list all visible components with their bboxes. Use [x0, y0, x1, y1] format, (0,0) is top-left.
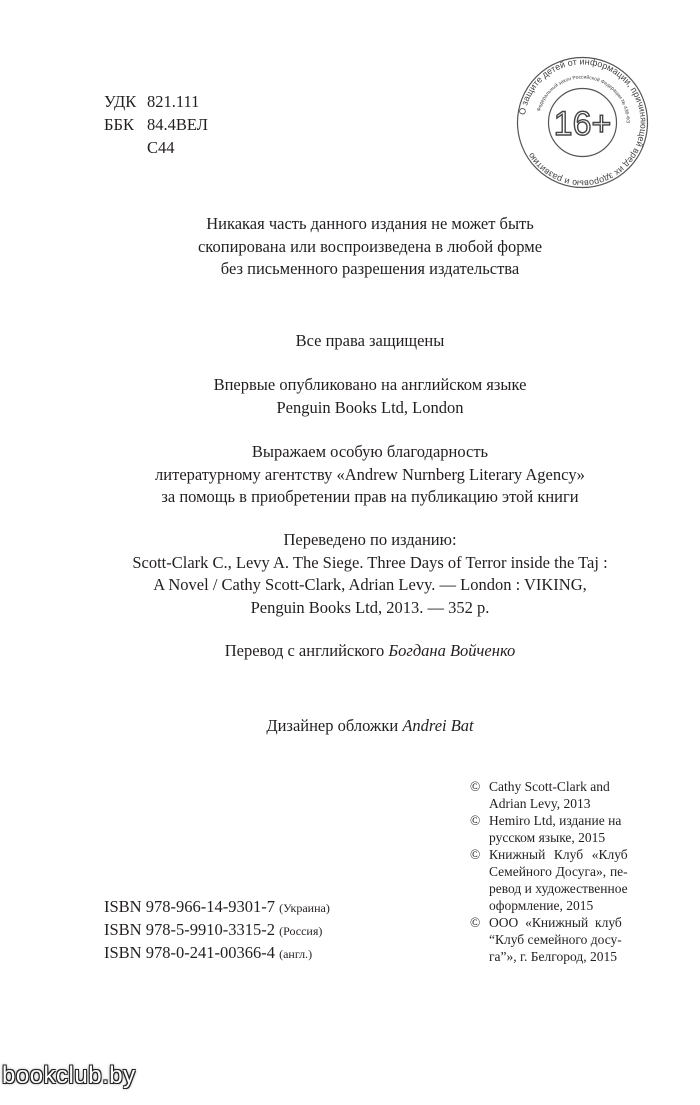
edition-line: A Novel / Cathy Scott-Clark, Adrian Levy. — London : VIKING, [153, 575, 587, 594]
copyright-block [470, 778, 650, 965]
author-mark: С44 [147, 138, 175, 157]
copyright-line: Книжный Клуб «Клуб [489, 847, 628, 862]
copyright-line: га”», г. Белгород, 2015 [489, 949, 617, 964]
copyright-line: Adrian Levy, 2013 [489, 796, 591, 811]
first-published [60, 374, 680, 419]
translator-credit [60, 640, 680, 663]
copyright-item [470, 914, 650, 965]
isbn-number: ISBN 978-966-14-9301-7 [104, 897, 275, 916]
copyright-line: ООО «Книжный клуб [489, 915, 622, 930]
copyright-item [470, 778, 650, 812]
thanks-line: Выражаем особую благодарность [251, 442, 489, 461]
designer-name: Andrei Bat [402, 716, 474, 735]
copyright-line: Hemiro Ltd, издание на [489, 813, 622, 828]
copyright-symbol: © [470, 813, 481, 828]
copyright-item [470, 812, 650, 846]
thanks-line: за помощь в приобретении прав на публикацию этой книги [161, 487, 579, 506]
isbn-number: ISBN 978-0-241-00366-4 [104, 943, 275, 962]
copyright-line: русском языке, 2015 [489, 830, 606, 845]
copyright-line: Cathy Scott-Clark and [489, 779, 610, 794]
translator-name: Богдана Войченко [388, 641, 516, 660]
first-published-line: Впервые опубликовано на английском языке [213, 375, 527, 394]
notice-line: Никакая часть данного издания не может быть [206, 214, 534, 233]
isbn-row [104, 919, 330, 942]
original-edition [60, 529, 680, 619]
copyright-symbol: © [470, 847, 481, 862]
udk-label: УДК [104, 92, 137, 111]
notice-line: без письменного разрешения издательства [220, 259, 520, 278]
copyright-line: “Клуб семейного досу- [489, 932, 622, 947]
designer-label: Дизайнер обложки [266, 716, 399, 735]
cover-designer-credit [60, 715, 680, 738]
translator-label: Перевод с английского [224, 641, 385, 660]
reproduction-notice [60, 213, 680, 281]
age-rating-badge [515, 55, 650, 190]
isbn-country: (англ.) [279, 947, 313, 961]
acknowledgement [60, 441, 680, 509]
thanks-line: литературному агентству «Andrew Nurnberg Literary Agency» [155, 464, 585, 484]
edition-line: Scott-Clark C., Levy A. The Siege. Three Days of Terror inside the Taj : [132, 552, 608, 572]
badge-rating: 16+ [553, 105, 612, 143]
bbk-label: ББК [104, 115, 134, 134]
isbn-country: (Украина) [279, 901, 330, 915]
udk-value: 821.111 [147, 92, 200, 111]
copyright-item [470, 846, 650, 914]
rights-line: Все права защищены [295, 331, 445, 350]
copyright-line: оформление, 2015 [489, 898, 594, 913]
isbn-row [104, 896, 330, 919]
udk-row [104, 90, 208, 113]
classification-codes [104, 90, 208, 159]
isbn-number: ISBN 978-5-9910-3315-2 [104, 920, 275, 939]
isbn-list [104, 896, 330, 965]
copyright-symbol: © [470, 915, 481, 930]
isbn-row [104, 942, 330, 965]
rights-statement [60, 330, 680, 353]
site-watermark: bookclub.by [2, 1062, 136, 1089]
copyright-line: ревод и художественное [489, 881, 628, 896]
notice-line: скопирована или воспроизведена в любой форме [197, 236, 543, 256]
edition-line: Переведено по изданию: [283, 530, 457, 549]
edition-line: Penguin Books Ltd, 2013. — 352 p. [250, 597, 490, 617]
badge-inner-text: Федеральный закон Российской Федерации № 436-ФЗ [536, 74, 631, 124]
copyright-line: Семейного Досуга», пе- [489, 864, 628, 879]
first-published-line: Penguin Books Ltd, London [276, 397, 464, 417]
isbn-country: (Россия) [279, 924, 323, 938]
copyright-symbol: © [470, 779, 481, 794]
bbk-value: 84.4ВЕЛ [147, 115, 208, 134]
bbk-row [104, 113, 208, 136]
badge-ring-text: О защите детей от информации, причиняющей вред их здоровью и развитию [516, 56, 649, 189]
